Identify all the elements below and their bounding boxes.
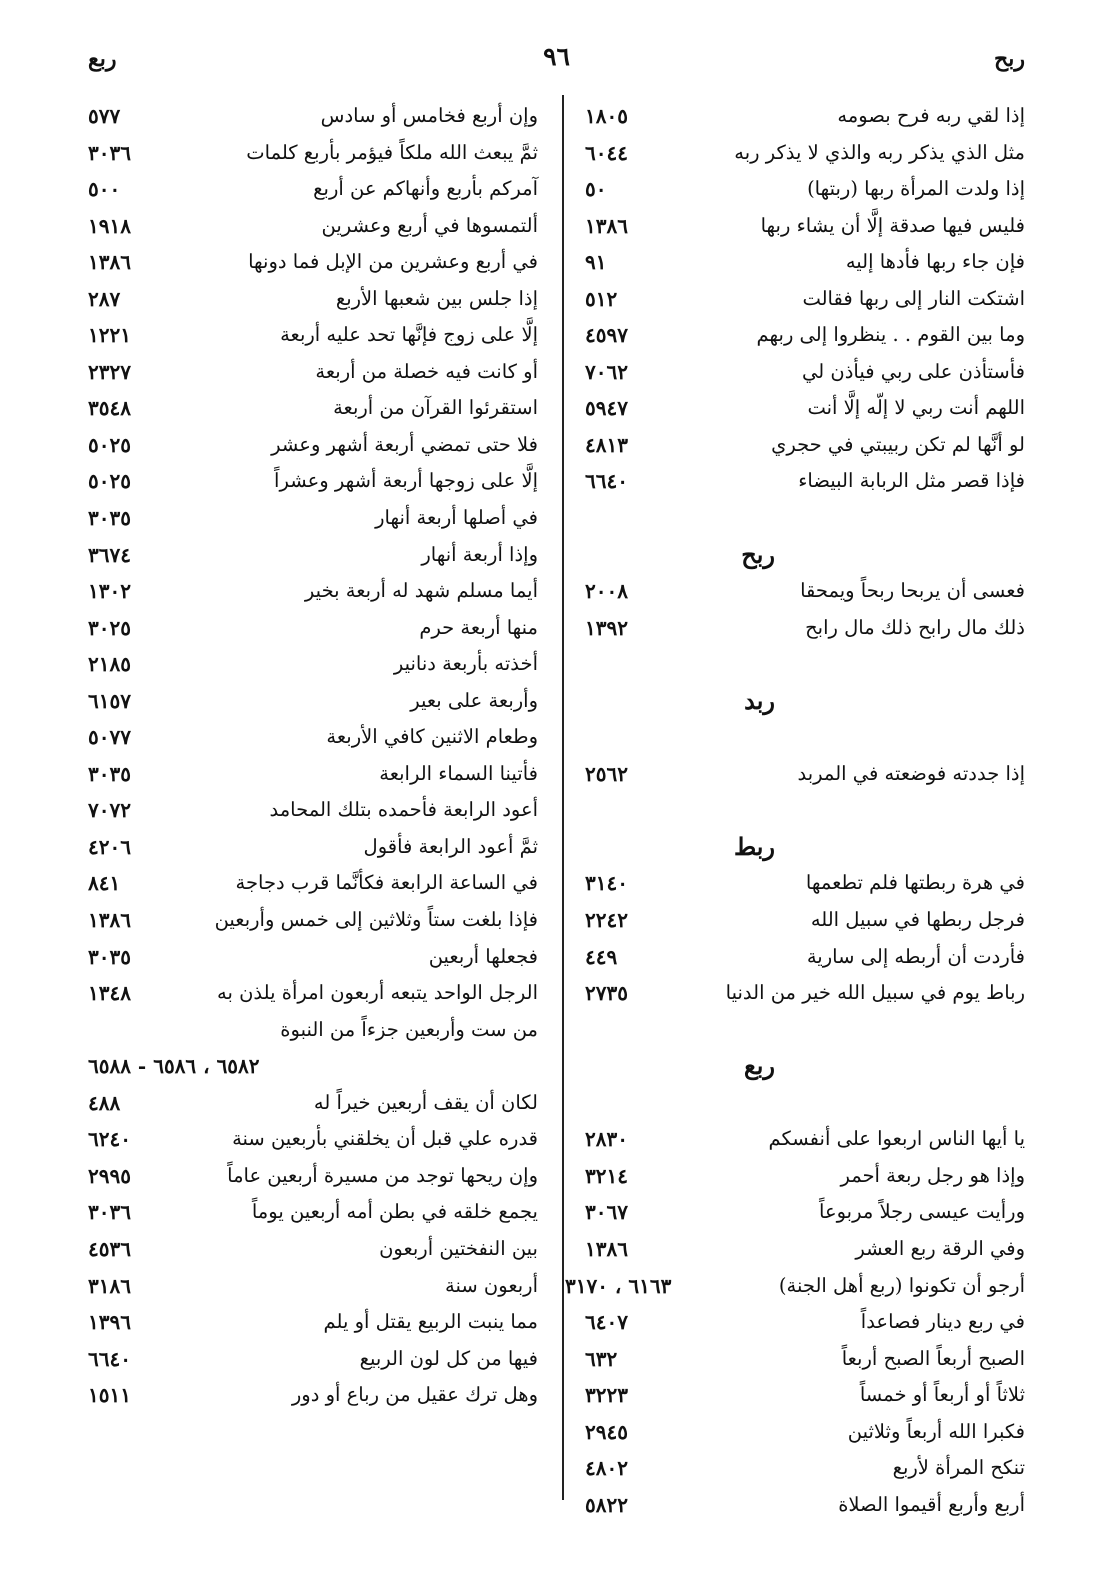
index-row xyxy=(88,975,538,1012)
hadith-ref-number: ٢٣٢٧ xyxy=(88,359,131,384)
index-row xyxy=(88,683,538,720)
hadith-ref-number: ٥٨٢٢ xyxy=(585,1492,628,1517)
hadith-ref-number: ١٣٨٦ xyxy=(585,1236,628,1261)
entry-text: إذا جلس بين شعبها الأربع xyxy=(335,286,538,310)
hadith-ref-number: ١٥١١ xyxy=(88,1383,131,1408)
entry-text: وطعام الاثنين كافي الأربعة xyxy=(326,725,538,749)
entry-text: الصبح أربعاً الصبح أربعاً xyxy=(841,1346,1025,1370)
hadith-ref-number: ٦٢٤٠ xyxy=(88,1127,131,1152)
index-row xyxy=(585,1341,1025,1378)
hadith-ref-number: ٢٩٩٥ xyxy=(88,1163,131,1188)
hadith-ref-number: ٧٠٦٢ xyxy=(585,359,628,384)
index-row xyxy=(88,244,538,281)
index-row xyxy=(88,354,538,391)
hadith-ref-number: ٢٨٧ xyxy=(88,286,121,311)
hadith-ref-number: ٣٠٣٥ xyxy=(88,761,131,786)
hadith-ref-number: ٣٠٦٧ xyxy=(585,1200,628,1225)
index-row xyxy=(585,281,1025,318)
entry-text: استقرئوا القرآن من أربعة xyxy=(333,396,538,420)
entry-text: فرجل ربطها في سبيل الله xyxy=(810,908,1025,932)
column-divider xyxy=(562,95,564,1500)
index-row xyxy=(585,98,1025,135)
root-heading xyxy=(585,683,1025,720)
hadith-ref-number: ١٣٨٦ xyxy=(88,908,131,933)
hadith-ref-number: ٢٩٤٥ xyxy=(585,1419,628,1444)
index-row xyxy=(88,98,538,135)
entry-text: وما بين القوم . . ينظروا إلى ربهم xyxy=(756,323,1025,347)
hadith-ref-number: ٣٢١٤ xyxy=(585,1163,628,1188)
entry-text: فإن جاء ربها فأدها إليه xyxy=(845,250,1025,274)
entry-text: يا أيها الناس اربعوا على أنفسكم xyxy=(768,1127,1025,1151)
entry-text: ذلك مال رابح ذلك مال رابح xyxy=(805,615,1025,639)
entry-text: في أربع وعشرين من الإبل فما دونها xyxy=(248,250,538,274)
hadith-ref-number: ٣٠٣٥ xyxy=(88,506,131,531)
index-row xyxy=(585,463,1025,500)
index-row xyxy=(585,1304,1025,1341)
hadith-ref-number: ٤٨٠٢ xyxy=(585,1456,628,1481)
entry-text: ثمَّ يبعث الله ملكاً فيؤمر بأربع كلمات xyxy=(246,140,538,164)
index-row xyxy=(585,939,1025,976)
index-row xyxy=(585,244,1025,281)
index-row xyxy=(585,1487,1025,1524)
hadith-ref-number: ٢٨٣٠ xyxy=(585,1127,628,1152)
entry-text: إذا ولدت المرأة ربها (ربتها) xyxy=(807,177,1025,201)
hadith-ref-number: ١٣٠٢ xyxy=(88,579,131,604)
index-row xyxy=(585,865,1025,902)
hadith-ref-number: ٦٠٤٤ xyxy=(585,140,628,165)
hadith-ref-number: ٩١ xyxy=(585,250,607,275)
index-row xyxy=(585,135,1025,172)
index-row xyxy=(585,573,1025,610)
entry-text: وإن أربع فخامس أو سادس xyxy=(320,104,538,127)
hadith-ref-number: ٢٢٤٢ xyxy=(585,908,628,933)
entry-text: أو كانت فيه خصلة من أربعة xyxy=(315,359,538,383)
index-row xyxy=(88,317,538,354)
hadith-ref-number: ٣٦٧٤ xyxy=(88,542,131,567)
root-heading xyxy=(585,829,1025,866)
entry-text: فليس فيها صدقة إلَّا أن يشاء ربها xyxy=(760,213,1025,237)
hadith-ref-number: ٦٦٤٠ xyxy=(585,469,628,494)
index-row xyxy=(585,1085,1025,1122)
index-row xyxy=(565,1268,1025,1305)
index-row xyxy=(585,1121,1025,1158)
entry-text: لكان أن يقف أربعين خيراً له xyxy=(313,1090,538,1114)
index-row xyxy=(585,1158,1025,1195)
index-row xyxy=(88,171,538,208)
root-heading xyxy=(585,1048,1025,1085)
entry-text: فيها من كل لون الربيع xyxy=(359,1346,538,1370)
right-column xyxy=(565,98,1025,1523)
entry-text: رباط يوم في سبيل الله خير من الدنيا xyxy=(725,981,1025,1005)
index-row xyxy=(88,1304,538,1341)
hadith-ref-number: ٤٥٣٦ xyxy=(88,1236,131,1261)
hadith-ref-number: ٨٤١ xyxy=(88,871,121,896)
entry-text: أربع وأربع أقيموا الصلاة xyxy=(838,1492,1025,1516)
index-row xyxy=(88,829,538,866)
hadith-ref-number: ٧٠٧٢ xyxy=(88,798,131,823)
hadith-ref-number: ١٣٩٦ xyxy=(88,1310,131,1335)
index-row xyxy=(585,427,1025,464)
entry-text: أخذته بأربعة دنانير xyxy=(393,652,538,676)
entry-text: في هرة ربطتها فلم تطعمها xyxy=(805,871,1025,895)
hadith-ref-number: ٢٠٠٨ xyxy=(585,579,628,604)
root-heading xyxy=(585,537,1025,574)
index-row xyxy=(585,1012,1025,1049)
entry-text: فإذا قصر مثل الربابة البيضاء xyxy=(798,469,1025,493)
hadith-ref-number: ٣١٨٦ xyxy=(88,1273,131,1298)
index-row xyxy=(88,537,538,574)
hadith-ref-number: ٢١٨٥ xyxy=(88,652,131,677)
index-row xyxy=(88,208,538,245)
entry-text: ألتمسوها في أربع وعشرين xyxy=(321,213,538,237)
index-row xyxy=(585,610,1025,647)
entry-text: وهل ترك عقيل من رباع أو دور xyxy=(291,1383,538,1407)
hadith-ref-number: ٦٤٠٧ xyxy=(585,1310,628,1335)
entry-text: أربعون سنة xyxy=(445,1273,538,1297)
entry-text: أيما مسلم شهد له أربعة بخير xyxy=(304,579,538,603)
entry-text: تنكح المرأة لأربع xyxy=(892,1456,1025,1480)
page-header xyxy=(88,40,1025,84)
index-row xyxy=(585,975,1025,1012)
index-row xyxy=(88,646,538,683)
index-row xyxy=(585,1377,1025,1414)
entry-text: وفي الرقة ربع العشر xyxy=(855,1236,1025,1260)
index-row xyxy=(585,317,1025,354)
entry-text: من ست وأربعين جزءاً من النبوة xyxy=(280,1017,538,1041)
hadith-ref-number: ١٢٢١ xyxy=(88,323,131,348)
hadith-ref-number: ٥٠٢٥ xyxy=(88,432,131,457)
index-row xyxy=(88,1121,538,1158)
entry-text: فعسى أن يربحا ربحاً ويمحقا xyxy=(800,579,1025,603)
index-row xyxy=(585,208,1025,245)
index-row xyxy=(585,792,1025,829)
hadith-ref-number: ٦٦٤٠ xyxy=(88,1346,131,1371)
entry-text: الرجل الواحد يتبعه أربعون امرأة يلذن به xyxy=(217,981,538,1005)
index-row xyxy=(88,1341,538,1378)
index-row xyxy=(88,135,538,172)
index-row xyxy=(88,1268,538,1305)
root-heading-text: ربع xyxy=(743,1051,775,1081)
index-row xyxy=(88,756,538,793)
entry-text: اللهم أنت ربي لا إلّه إلَّا أنت xyxy=(807,396,1025,420)
entry-text: في ربع دينار فصاعداً xyxy=(860,1310,1025,1334)
index-row xyxy=(88,281,538,318)
entry-text: في الساعة الرابعة فكأنَّما قرب دجاجة xyxy=(235,871,538,895)
entry-text: وإذا هو رجل ربعة أحمر xyxy=(840,1163,1025,1187)
entry-text: فإذا بلغت ستاً وثلاثين إلى خمس وأربعين xyxy=(214,908,538,932)
entry-text: آمركم بأربع وأنهاكم عن أربع xyxy=(313,177,538,201)
entry-text: وأربعة على بعير xyxy=(410,688,538,712)
index-row xyxy=(585,719,1025,756)
entry-text: أرجو أن تكونوا (ربع أهل الجنة) xyxy=(778,1273,1025,1297)
header-root-right: ربح xyxy=(994,46,1025,72)
hadith-ref-number: ٤٤٩ xyxy=(585,944,618,969)
hadith-ref-number: ٢٥٦٢ xyxy=(585,761,628,786)
index-row xyxy=(88,390,538,427)
index-row xyxy=(585,171,1025,208)
hadith-ref-number: ٤٨٨ xyxy=(88,1090,121,1115)
hadith-ref-number: ٥٠٢٥ xyxy=(88,469,131,494)
entry-text: إذا لقي ربه فرح بصومه xyxy=(837,104,1025,127)
entry-text: ثلاثاً أو أربعاً أو خمساً xyxy=(859,1383,1025,1407)
entry-text: ورأيت عيسى رجلاً مربوعاً xyxy=(819,1200,1025,1224)
entry-text: فكبرا الله أربعاً وثلاثين xyxy=(847,1419,1025,1443)
index-row xyxy=(585,902,1025,939)
hadith-ref-number: ٥٠ xyxy=(585,177,607,202)
hadith-ref-number: ٦٣٢ xyxy=(585,1346,618,1371)
entry-text: إلَّا على زوجها أربعة أشهر وعشراً xyxy=(274,469,538,493)
entry-text: قدره علي قبل أن يخلقني بأربعين سنة xyxy=(232,1127,538,1151)
index-row xyxy=(88,939,538,976)
entry-text: ثمَّ أعود الرابعة فأقول xyxy=(363,834,538,858)
hadith-ref-number: ٤٥٩٧ xyxy=(585,323,628,348)
hadith-ref-number: ٣٠٢٥ xyxy=(88,615,131,640)
hadith-ref-number: ٥٠٧٧ xyxy=(88,725,131,750)
index-row xyxy=(585,354,1025,391)
index-row xyxy=(88,500,538,537)
index-row xyxy=(88,902,538,939)
index-row xyxy=(88,573,538,610)
entry-text: فأردت أن أربطه إلى سارية xyxy=(806,944,1025,968)
entry-text: فجعلها أربعين xyxy=(428,944,538,968)
entry-text: إذا جددته فوضعته في المربد xyxy=(797,761,1025,785)
hadith-ref-number: ٣٠٣٥ xyxy=(88,944,131,969)
root-heading-text: ربح xyxy=(741,539,775,569)
index-row xyxy=(88,427,538,464)
hadith-ref-number: ٦١٦٣ ، ٣١٧٠ xyxy=(565,1273,672,1298)
page-number: ٩٦ xyxy=(543,42,570,71)
index-row xyxy=(88,1048,538,1085)
hadith-ref-number: ٦١٥٧ xyxy=(88,688,131,713)
index-row xyxy=(88,463,538,500)
entry-text: في أصلها أربعة أنهار xyxy=(375,506,538,530)
entry-text: اشتكت النار إلى ربها فقالت xyxy=(802,286,1025,310)
index-row xyxy=(585,1231,1025,1268)
index-row xyxy=(585,1450,1025,1487)
hadith-ref-number: ٣٢٢٣ xyxy=(585,1383,628,1408)
root-heading-text: ربط xyxy=(733,831,775,861)
index-row xyxy=(88,610,538,647)
entry-text: بين النفختين أربعون xyxy=(379,1236,538,1260)
entry-text: فأتينا السماء الرابعة xyxy=(379,761,538,785)
entry-text: لو أنَّها لم تكن ربيبتي في حجري xyxy=(771,432,1025,456)
hadith-ref-number: ١٣٩٢ xyxy=(585,615,628,640)
entry-text: يجمع خلقه في بطن أمه أربعين يوماً xyxy=(251,1200,538,1224)
hadith-ref-number: ١٩١٨ xyxy=(88,213,131,238)
root-heading-text: ربد xyxy=(744,685,775,715)
hadith-ref-number: ٣٠٣٦ xyxy=(88,1200,131,1225)
hadith-ref-number: ٥٠٠ xyxy=(88,177,121,202)
left-column xyxy=(88,98,538,1414)
hadith-ref-number: ١٣٤٨ xyxy=(88,981,131,1006)
hadith-ref-number: ٦٥٨٢ ، ٦٥٨٦ - ٦٥٨٨ xyxy=(88,1054,260,1079)
index-row xyxy=(88,1194,538,1231)
index-row xyxy=(585,500,1025,537)
index-row xyxy=(88,1012,538,1049)
entry-text: وإذا أربعة أنهار xyxy=(421,542,538,566)
hadith-ref-number: ٤٨١٣ xyxy=(585,432,628,457)
index-row xyxy=(88,719,538,756)
index-row xyxy=(88,1231,538,1268)
header-root-left: ربع xyxy=(88,46,117,72)
entry-text: مثل الذي يذكر ربه والذي لا يذكر ربه xyxy=(734,140,1025,164)
hadith-ref-number: ١٨٠٥ xyxy=(585,104,628,128)
index-row xyxy=(585,646,1025,683)
hadith-ref-number: ٥٧٧ xyxy=(88,104,121,128)
index-row xyxy=(585,1414,1025,1451)
hadith-ref-number: ٥١٢ xyxy=(585,286,618,311)
index-row xyxy=(585,390,1025,427)
index-row xyxy=(88,1158,538,1195)
hadith-ref-number: ١٣٨٦ xyxy=(88,250,131,275)
hadith-ref-number: ٥٩٤٧ xyxy=(585,396,628,421)
index-row xyxy=(88,1377,538,1414)
entry-text: وإن ريحها توجد من مسيرة أربعين عاماً xyxy=(227,1163,538,1187)
index-row xyxy=(585,756,1025,793)
index-row xyxy=(88,1085,538,1122)
index-row xyxy=(88,865,538,902)
entry-text: إلَّا على زوج فإنَّها تحد عليه أربعة xyxy=(280,323,538,347)
hadith-ref-number: ١٣٨٦ xyxy=(585,213,628,238)
hadith-ref-number: ٣٠٣٦ xyxy=(88,140,131,165)
index-row xyxy=(88,792,538,829)
hadith-ref-number: ٣١٤٠ xyxy=(585,871,628,896)
hadith-ref-number: ٤٢٠٦ xyxy=(88,834,131,859)
entry-text: مما ينبت الربيع يقتل أو يلم xyxy=(323,1310,538,1334)
hadith-ref-number: ٣٥٤٨ xyxy=(88,396,131,421)
hadith-ref-number: ٢٧٣٥ xyxy=(585,981,628,1006)
entry-text: فلا حتى تمضي أربعة أشهر وعشر xyxy=(271,432,538,456)
entry-text: فأستأذن على ربي فيأذن لي xyxy=(801,359,1025,383)
entry-text: أعود الرابعة فأحمده بتلك المحامد xyxy=(269,798,538,822)
index-row xyxy=(585,1194,1025,1231)
entry-text: منها أربعة حرم xyxy=(419,615,538,639)
